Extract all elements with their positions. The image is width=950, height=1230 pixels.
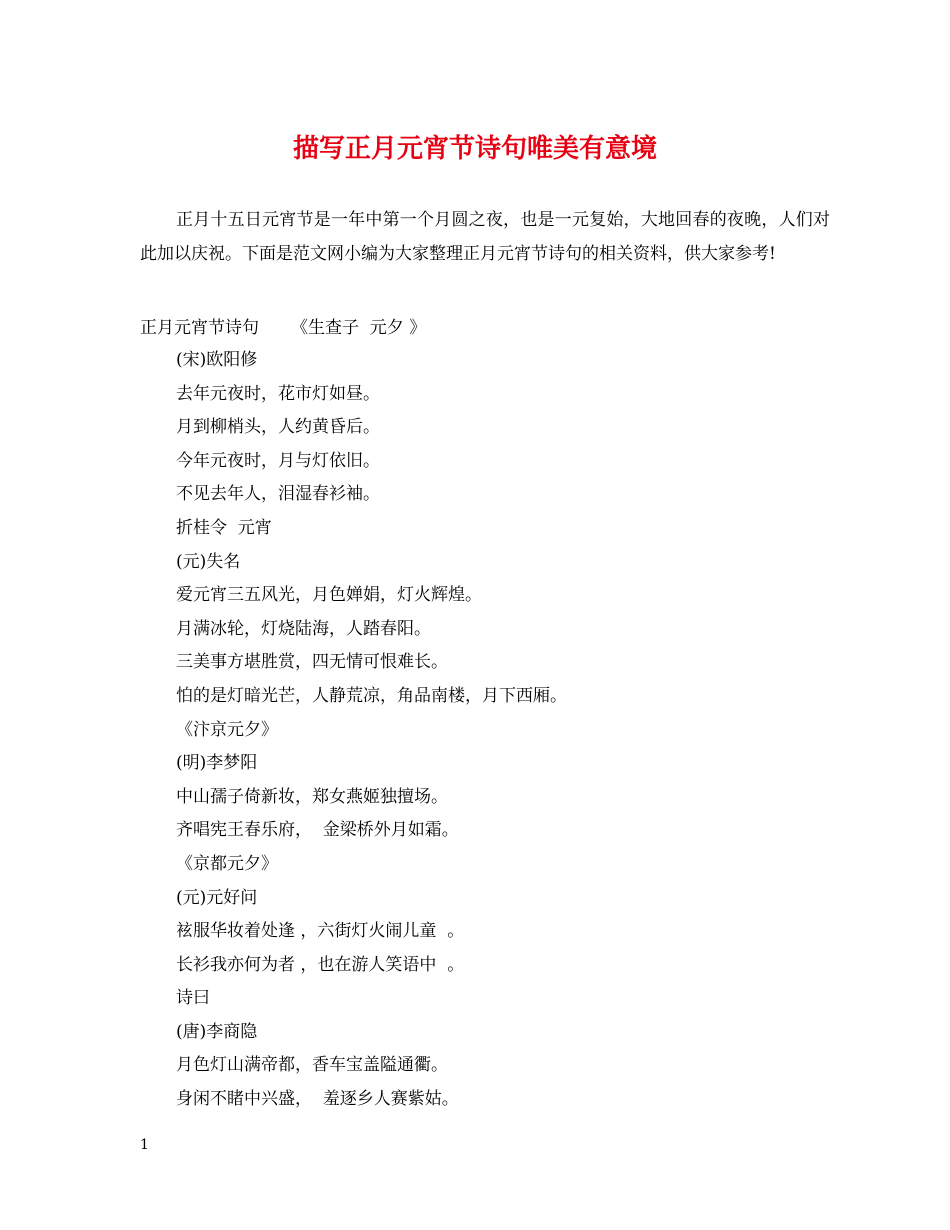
poem-line: 怕的是灯暗光芒，人静荒凉，角品南楼，月下西厢。: [176, 685, 567, 706]
poem-line: 袨服华妆着处逢 ，六街灯火闹儿童 。: [176, 921, 465, 942]
page-number: 1: [140, 1137, 149, 1153]
poem-line: 今年元夜时，月与灯依旧。: [176, 450, 380, 471]
poem-line: 诗曰: [176, 988, 210, 1009]
section-heading: 正月元宵节诗句: [140, 318, 259, 338]
poem-line: (宋)欧阳修: [176, 350, 258, 370]
document-title: 描写正月元宵节诗句唯美有意境: [292, 134, 657, 164]
poem-line: (元)元好问: [176, 887, 258, 908]
poem-line: 月色灯山满帝都，香车宝盖隘通衢。: [176, 1055, 448, 1076]
poem-line: 爱元宵三五风光，月色婵娟，灯火辉煌。: [176, 585, 482, 606]
section-subtitle: 《生查子 元夕 》: [291, 318, 427, 338]
poem-line: 去年元夜时，花市灯如昼。: [176, 383, 380, 404]
poem-line: 中山孺子倚新妆，郑女燕姬独擅场。: [176, 786, 448, 807]
poem-line: (唐)李商隐: [176, 1021, 258, 1042]
poem-line: 齐唱宪王春乐府， 金梁桥外月如霜。: [176, 820, 459, 841]
poem-lines: [176, 344, 567, 1117]
poem-line: 《汴京元夕》: [176, 719, 278, 740]
poem-line: 身闲不睹中兴盛， 羞逐乡人赛紫姑。: [176, 1089, 459, 1110]
poem-line: (明)李梦阳: [176, 753, 258, 774]
poem-line: 月到柳梢头，人约黄昏后。: [176, 417, 380, 438]
poem-line: 月满冰轮，灯烧陆海，人踏春阳。: [176, 618, 431, 639]
section-heading-line: [140, 311, 426, 345]
intro-paragraph: 正月十五日元宵节是一年中第一个月圆之夜，也是一元复始，大地回春的夜晚，人们对此加以庆祝。下面是范文网小编为大家整理正月元宵节诗句的相关资料，供大家参考!: [140, 210, 830, 264]
poem-line: 三美事方堪胜赏，四无情可恨难长。: [176, 652, 448, 673]
poem-line: (元)失名: [176, 551, 241, 572]
poem-line: 长衫我亦何为者 ，也在游人笑语中 。: [176, 954, 465, 975]
poem-line: 《京都元夕》: [176, 853, 278, 874]
poem-line: 折桂令 元宵: [176, 517, 272, 538]
poem-line: 不见去年人，泪湿春衫袖。: [176, 484, 380, 505]
